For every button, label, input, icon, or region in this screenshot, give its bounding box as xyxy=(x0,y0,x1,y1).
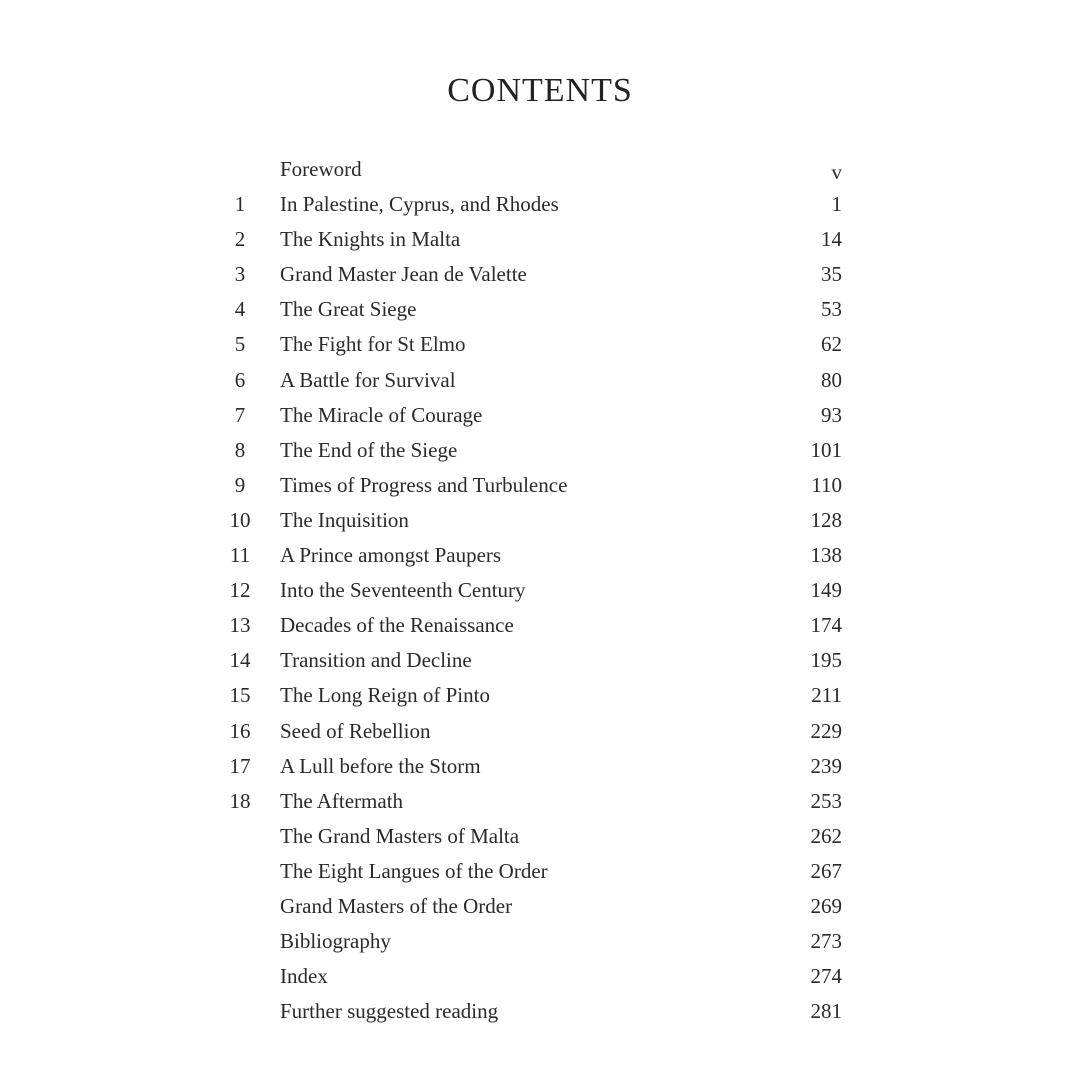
chapter-title: The Great Siege xyxy=(280,297,417,322)
toc-entry xyxy=(220,257,850,292)
page-number: v xyxy=(831,160,842,184)
chapter-number: 15 xyxy=(229,683,251,708)
page-number: 1 xyxy=(831,192,842,217)
page-number: 101 xyxy=(810,437,842,462)
chapter-title: Further suggested reading xyxy=(280,999,499,1024)
chapter-title: Grand Masters of the Order xyxy=(280,893,513,918)
toc-entry xyxy=(220,503,850,538)
chapter-title: In Palestine, Cyprus, and Rhodes xyxy=(280,192,559,217)
chapter-title: The Grand Masters of Malta xyxy=(280,823,520,848)
chapter-number: 9 xyxy=(234,472,246,497)
chapter-number: 5 xyxy=(234,332,246,357)
chapter-title: The Inquisition xyxy=(280,507,409,532)
toc-entry xyxy=(220,152,850,187)
chapter-title: Transition and Decline xyxy=(280,648,472,673)
chapter-number: 4 xyxy=(234,297,246,322)
chapter-number: 7 xyxy=(234,402,246,427)
chapter-number: 12 xyxy=(229,578,251,603)
toc-entry xyxy=(220,714,850,749)
chapter-number: 6 xyxy=(234,367,246,392)
page-number: 281 xyxy=(810,999,842,1024)
toc-entry xyxy=(220,433,850,468)
toc-entry xyxy=(220,643,850,678)
chapter-title: The Fight for St Elmo xyxy=(280,332,466,357)
page-number: 138 xyxy=(810,543,842,568)
chapter-title: The Aftermath xyxy=(280,788,404,813)
chapter-title: The Knights in Malta xyxy=(280,227,461,252)
page-number: 267 xyxy=(810,858,842,883)
chapter-title: Bibliography xyxy=(280,929,391,954)
toc-entry xyxy=(220,222,850,257)
chapter-title: The Miracle of Courage xyxy=(280,402,483,427)
chapter-title: Foreword xyxy=(280,157,362,181)
toc-entry xyxy=(220,819,850,854)
toc-entry xyxy=(220,292,850,327)
page-number: 229 xyxy=(810,718,842,743)
chapter-title: Decades of the Renaissance xyxy=(280,613,514,638)
chapter-title: Into the Seventeenth Century xyxy=(280,578,526,603)
toc-entry xyxy=(220,854,850,889)
page-number: 80 xyxy=(821,367,842,392)
page-number: 195 xyxy=(810,648,842,673)
chapter-number: 1 xyxy=(234,192,246,217)
toc-entry xyxy=(220,924,850,959)
page-number: 239 xyxy=(810,753,842,778)
page-title: CONTENTS xyxy=(447,72,633,109)
page-number: 274 xyxy=(810,964,842,989)
toc-entry xyxy=(220,538,850,573)
page-number: 253 xyxy=(810,788,842,813)
chapter-title: The Eight Langues of the Order xyxy=(280,858,548,883)
toc-entry xyxy=(220,363,850,398)
toc-entry xyxy=(220,889,850,924)
chapter-number: 10 xyxy=(229,507,251,532)
toc-entry xyxy=(220,678,850,713)
toc-entry xyxy=(220,468,850,503)
toc-entry xyxy=(220,327,850,362)
toc-entry xyxy=(220,959,850,994)
toc-entry xyxy=(220,784,850,819)
page-number: 273 xyxy=(810,929,842,954)
chapter-title: The Long Reign of Pinto xyxy=(280,683,490,708)
toc-entry xyxy=(220,749,850,784)
chapter-number: 17 xyxy=(229,753,251,778)
chapter-number: 18 xyxy=(229,788,251,813)
chapter-title: Times of Progress and Turbulence xyxy=(280,472,568,497)
page-number: 128 xyxy=(810,507,842,532)
chapter-title: Grand Master Jean de Valette xyxy=(280,262,527,287)
page-number: 93 xyxy=(821,402,842,427)
toc-entry xyxy=(220,994,850,1029)
chapter-number: 16 xyxy=(229,718,251,743)
page-number: 269 xyxy=(810,893,842,918)
page-number: 149 xyxy=(810,578,842,603)
page-number: 35 xyxy=(821,262,842,287)
chapter-title: Seed of Rebellion xyxy=(280,718,431,743)
page-number: 262 xyxy=(810,823,842,848)
toc-entry xyxy=(220,573,850,608)
page-number: 14 xyxy=(821,227,842,252)
chapter-number: 2 xyxy=(234,227,246,252)
page-number: 110 xyxy=(811,472,842,497)
chapter-number: 8 xyxy=(234,437,246,462)
page-number: 62 xyxy=(821,332,842,357)
chapter-number: 13 xyxy=(229,613,251,638)
chapter-title: A Prince amongst Paupers xyxy=(280,543,502,568)
page-number: 174 xyxy=(810,613,842,638)
chapter-title: Index xyxy=(280,964,328,989)
chapter-title: A Lull before the Storm xyxy=(280,753,481,778)
table-of-contents xyxy=(220,152,850,1029)
toc-entry xyxy=(220,187,850,222)
chapter-number: 3 xyxy=(234,262,246,287)
page-number: 53 xyxy=(821,297,842,322)
toc-entry xyxy=(220,398,850,433)
chapter-number: 14 xyxy=(229,648,251,673)
page-number: 211 xyxy=(811,683,842,708)
chapter-title: A Battle for Survival xyxy=(280,367,456,392)
toc-entry xyxy=(220,608,850,643)
chapter-title: The End of the Siege xyxy=(280,437,458,462)
chapter-number: 11 xyxy=(229,543,251,568)
